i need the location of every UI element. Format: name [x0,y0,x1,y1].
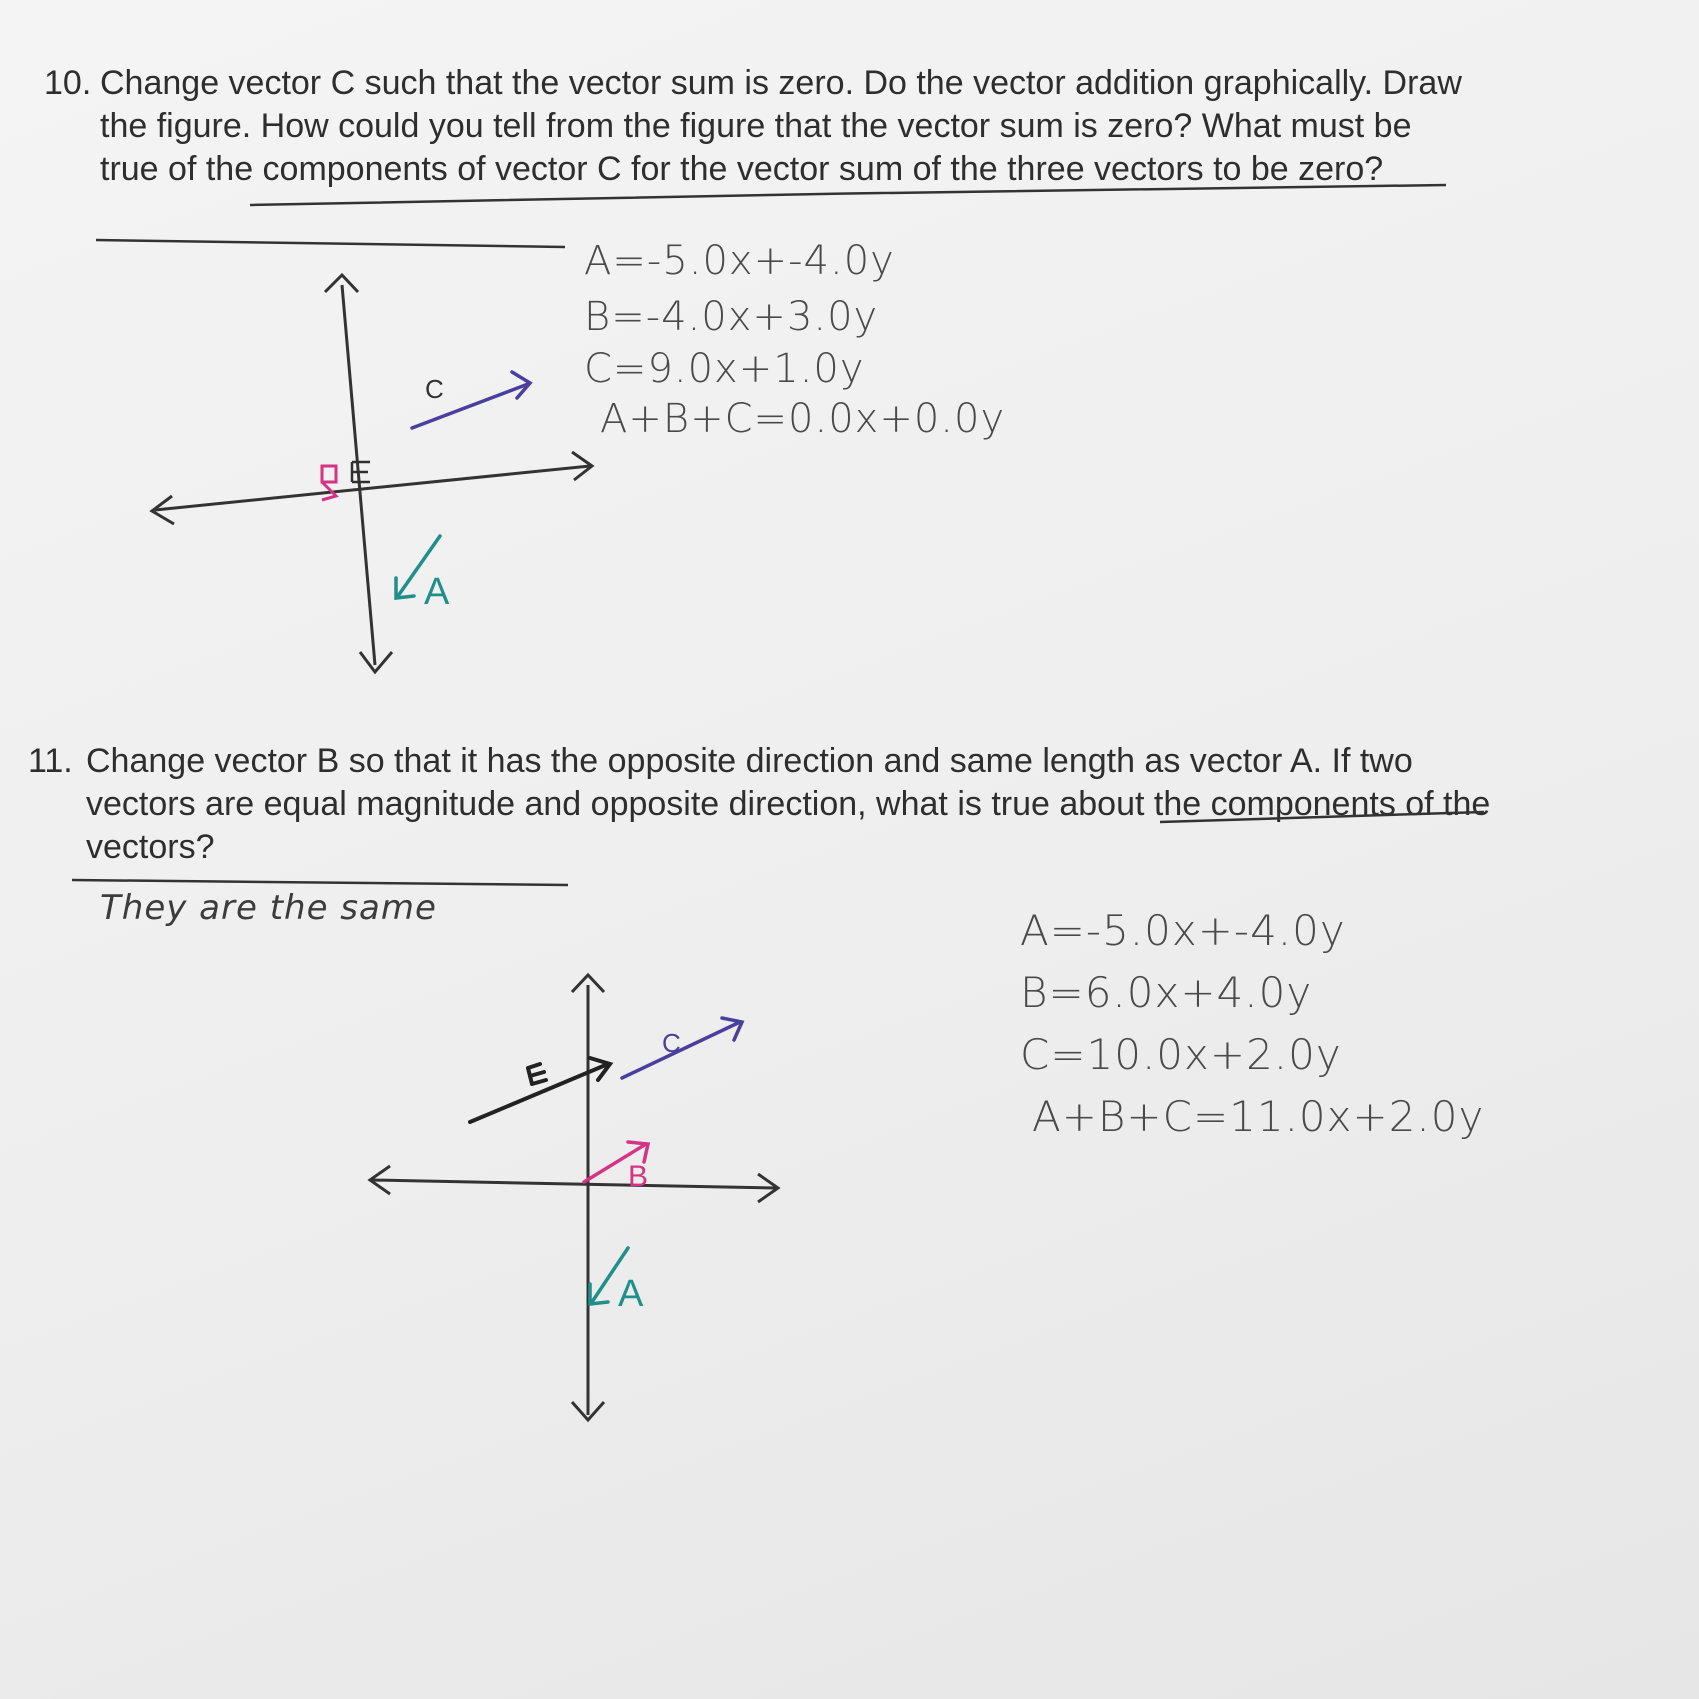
q10-label-a: A [424,571,450,613]
q11-equation-sum: A+B+C=11.0x+2.0y [1032,1092,1485,1141]
q11-vector-c [622,1018,742,1078]
q10-equation-b: B=-4.0x+3.0y [584,294,879,340]
q11-equation-b: B=6.0x+4.0y [1020,968,1313,1017]
q10-equation-a: A=-5.0x+-4.0y [584,238,895,284]
q11-underline-2 [72,880,568,885]
question-11-text: Change vector B so that it has the opposite direction and same length as vector A. If two vectors are equal magnitude and opposite direction, what is true about the components of the vectors? [86,742,1491,866]
q10-underline-1 [250,185,1446,205]
q10-underline-2 [96,240,565,247]
question-10-number: 10. [44,64,92,102]
q10-label-c: C [425,374,444,404]
q10-equation-sum: A+B+C=0.0x+0.0y [600,396,1006,442]
q11-underline-1 [1160,812,1484,822]
q11-equation-c: C=10.0x+2.0y [1020,1030,1342,1079]
question-10-text: Change vector C such that the vector sum is zero. Do the vector addition graphically. Draw the figure. How could you tell from the figure that the vector sum is zero? What must be true of the components of vector C for the vector sum of the three vectors to be zero? [100,64,1462,188]
q10-equation-c: C=9.0x+1.0y [584,346,865,392]
q10-vector-e-scribble [352,462,370,482]
q11-axes [370,975,778,1420]
q11-equation-a: A=-5.0x+-4.0y [1020,906,1346,955]
q11-label-c: C [662,1028,681,1058]
q10-axes [152,275,592,672]
q11-label-a: A [618,1273,644,1315]
q11-label-b: B [628,1160,649,1193]
q11-answer: They are the same [100,888,437,928]
q10-vector-b [322,466,336,500]
question-11-number: 11. [28,742,73,780]
